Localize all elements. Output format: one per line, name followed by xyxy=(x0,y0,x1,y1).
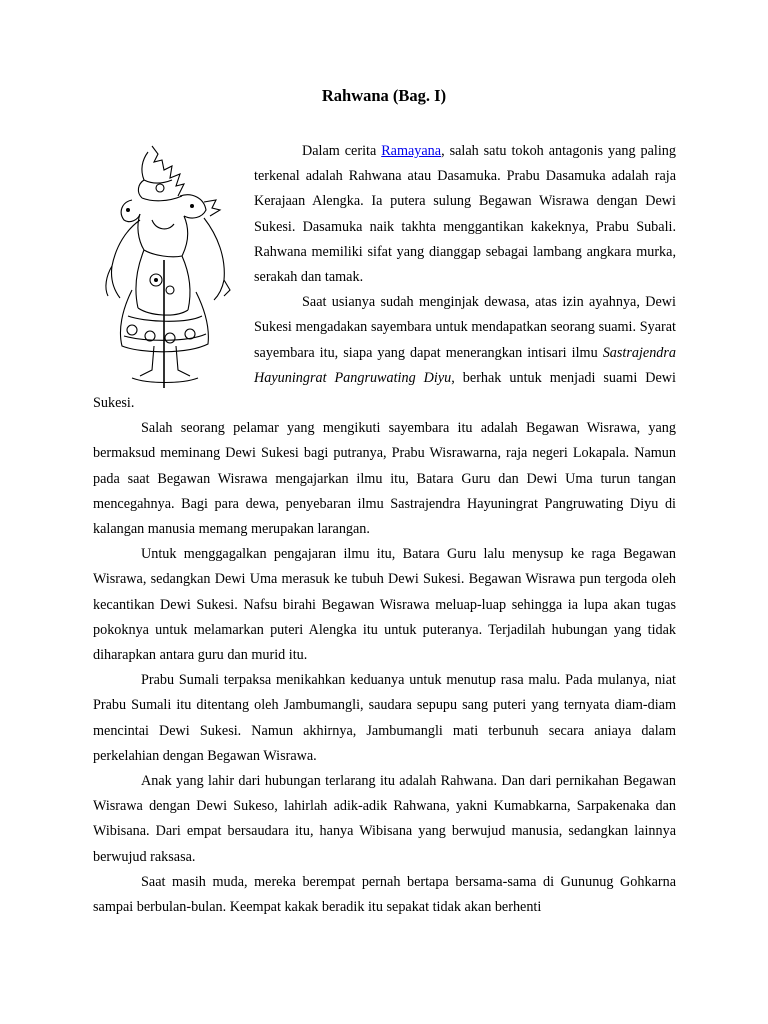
ramayana-link[interactable]: Ramayana xyxy=(381,143,442,159)
italic-term: Sastrajendra Hayuningrat Pangruwating Diyu xyxy=(254,344,676,386)
paragraph-1-text-rest: , salah satu tokoh antagonis yang paling terkenal adalah Rahwana atau Dasamuka. Prabu Dasamuka adalah raja Kerajaan Alengka. Ia putera sulung Begawan Wisrawa dengan Dewi Sukesi. Dasamuka naik takhta menggantikan kakeknya, Prabu Subali. Rahwana memiliki sifat yang dianggap sebagai lambang angkara murka, serakah dan tamak. xyxy=(254,143,676,286)
paragraph-2-text: Saat usianya sudah menginjak dewasa, atas izin ayahnya, Dewi Sukesi mengadakan sayembara untuk mendapatkan seorang suami. Syarat sayembara itu, siapa yang dapat menerangkan intisari ilmu xyxy=(254,294,676,361)
paragraph-4: Untuk menggagalkan pengajaran ilmu itu, Batara Guru lalu menysup ke raga Begawan Wisrawa, sedangkan Dewi Uma merasuk ke tubuh Dewi Sukesi. Begawan Wisrawa pun tergoda oleh kecantikan Dewi Sukesi. Nafsu birahi Begawan Wisrawa meluap-luap sehingga ia lupa akan tugas pokoknya untuk melamarkan puteri Alengka itu untuk puteranya. Terjadilah hubungan yang tidak diharapkan antara guru dan murid itu. xyxy=(93,546,676,664)
paragraph-5: Prabu Sumali terpaksa menikahkan keduanya untuk menutup rasa malu. Pada mulanya, niat Prabu Sumali itu ditentang oleh Jambumangli, saudara sepupu sang puteri yang ternyata diam-diam mencintai Dewi Sukesi. Namun akhirnya, Jambumangli mati terbunuh secara aniaya dalam perkelahian dengan Begawan Wisrawa. xyxy=(93,672,676,764)
article-body xyxy=(93,139,676,920)
page-title: Rahwana (Bag. I) xyxy=(321,86,447,105)
paragraph-7: Saat masih muda, mereka berempat pernah bertapa bersama-sama di Gununug Gohkarna sampai berbulan-bulan. Keempat kakak beradik itu sepakat tidak akan berhenti xyxy=(93,873,676,916)
paragraph-1-text: Dalam cerita xyxy=(302,143,382,159)
paragraph-3: Salah seorang pelamar yang mengikuti sayembara itu adalah Begawan Wisrawa, yang bermaksud meminang Dewi Sukesi bagi putranya, Prabu Wisrawarna, raja negeri Lokapala. Namun pada saat Begawan Wisrawa mengajarkan ilmu itu, Batara Guru dan Dewi Uma turun tangan mencegahnya. Bagi para dewa, penyebaran ilmu Sastrajendra Hayuningrat Pangruwating Diyu di kalangan manusia memang merupakan larangan. xyxy=(93,420,676,538)
figure-spacer xyxy=(93,139,254,391)
paragraph-6: Anak yang lahir dari hubungan terlarang itu adalah Rahwana. Dan dari pernikahan Begawan Wisrawa dengan Dewi Sukeso, lahirlah adik-adik Rahwana, yakni Kumabkarna, Sarpakenaka dan Wibisana. Dari empat bersaudara itu, hanya Wibisana yang berwujud manusia, sedangkan lainnya berwujud raksasa. xyxy=(93,773,676,865)
paragraph-2-text-rest: , berhak untuk menjadi suami Dewi Sukesi. xyxy=(93,369,676,412)
